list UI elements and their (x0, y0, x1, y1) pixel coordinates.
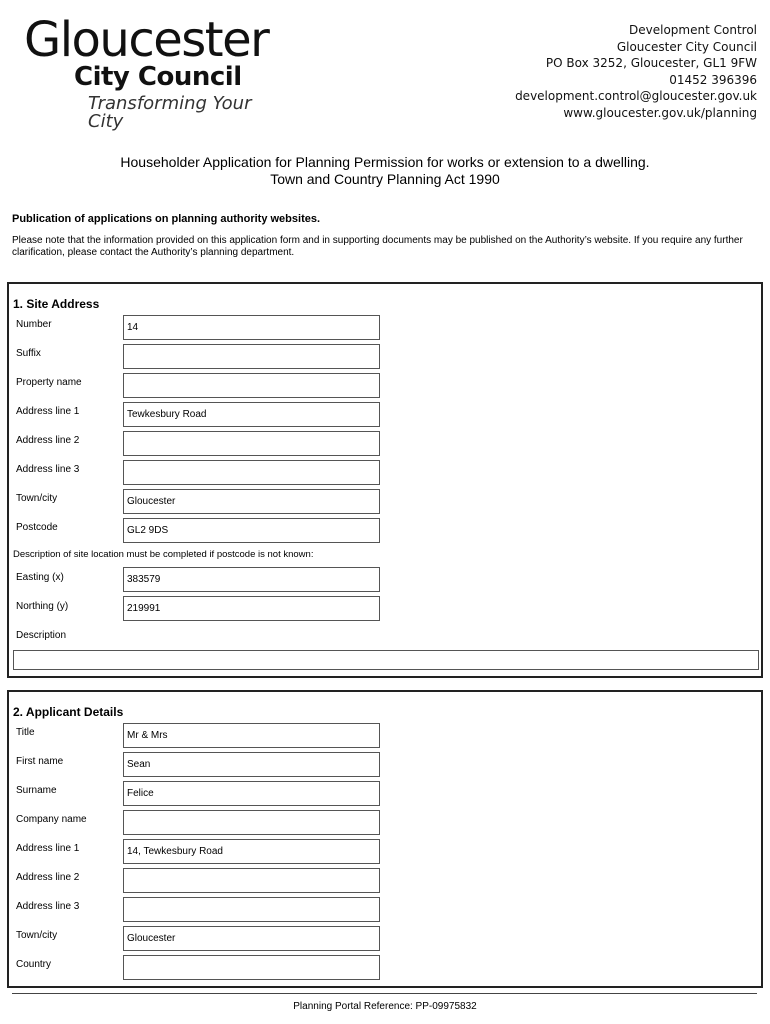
field-label: Number (16, 319, 52, 330)
field-label: Company name (16, 814, 87, 825)
easting-field[interactable]: 383579 (123, 567, 380, 592)
logo-tagline: Transforming Your City (88, 93, 252, 132)
contact-email[interactable]: development.control@gloucester.gov.uk (515, 89, 757, 103)
field-label: Description (16, 630, 67, 641)
site-address-section (7, 282, 763, 678)
address-line-1-field[interactable]: Tewkesbury Road (123, 402, 380, 427)
applicant-details-section (7, 690, 763, 988)
title-field[interactable]: Mr & Mrs (123, 723, 380, 748)
address-line-2-field[interactable] (123, 868, 380, 893)
contact-council: Gloucester City Council (616, 39, 757, 54)
field-label: Country (16, 959, 52, 970)
town-city-field[interactable]: Gloucester (123, 489, 380, 514)
location-note: Description of site location must be completed if postcode is not known: (13, 549, 314, 560)
field-label: Address line 1 (16, 843, 80, 854)
field-label: First name (16, 756, 64, 767)
suffix-field[interactable] (123, 344, 380, 369)
field-label: Property name (16, 377, 82, 388)
property-name-field[interactable] (123, 373, 380, 398)
section-title: 1. Site Address (13, 297, 100, 311)
contact-block (515, 22, 757, 121)
publication-heading: Publication of applications on planning authority websites. (12, 213, 321, 225)
surname-field[interactable]: Felice (123, 781, 380, 806)
form-title: Householder Application for Planning Permission for works or extension to a dwelling. (120, 154, 650, 170)
field-label: Northing (y) (16, 601, 69, 612)
contact-department: Development Control (629, 23, 757, 37)
address-line-1-field[interactable]: 14, Tewkesbury Road (123, 839, 380, 864)
logo-line-2: City Council (74, 62, 242, 92)
field-label: Suffix (16, 348, 41, 359)
field-label: Address line 1 (16, 406, 80, 417)
field-label: Title (16, 727, 35, 738)
number-field[interactable]: 14 (123, 315, 380, 340)
country-field[interactable] (123, 955, 380, 980)
contact-phone: 01452 396396 (669, 72, 757, 87)
field-label: Address line 3 (16, 464, 80, 475)
first-name-field[interactable]: Sean (123, 752, 380, 777)
footer-divider (12, 993, 757, 994)
address-line-3-field[interactable] (123, 897, 380, 922)
field-label: Address line 2 (16, 872, 80, 883)
contact-website[interactable]: www.gloucester.gov.uk/planning (563, 105, 757, 120)
contact-address: PO Box 3252, Gloucester, GL1 9FW (545, 56, 757, 70)
portal-reference: Planning Portal Reference: PP-09975832 (293, 1001, 477, 1012)
company-name-field[interactable] (123, 810, 380, 835)
field-label: Address line 2 (16, 435, 80, 446)
description-field[interactable] (13, 650, 759, 670)
field-label: Postcode (16, 522, 58, 533)
council-logo (22, 12, 280, 132)
form-subtitle: Town and Country Planning Act 1990 (270, 171, 500, 187)
field-label: Town/city (16, 493, 58, 504)
section-title: 2. Applicant Details (13, 705, 124, 719)
field-label: Town/city (16, 930, 58, 941)
address-line-3-field[interactable] (123, 460, 380, 485)
field-label: Address line 3 (16, 901, 80, 912)
postcode-field[interactable]: GL2 9DS (123, 518, 380, 543)
publication-text: Please note that the information provided on this application form and in supporting documents may be published on the Authority’s website. If you require any further clarification, please contact the Authority’s planning department. (12, 235, 743, 258)
town-city-field[interactable]: Gloucester (123, 926, 380, 951)
northing-field[interactable]: 219991 (123, 596, 380, 621)
field-label: Easting (x) (16, 572, 64, 583)
field-label: Surname (16, 785, 57, 796)
logo-line-1: Gloucester (24, 12, 269, 68)
address-line-2-field[interactable] (123, 431, 380, 456)
